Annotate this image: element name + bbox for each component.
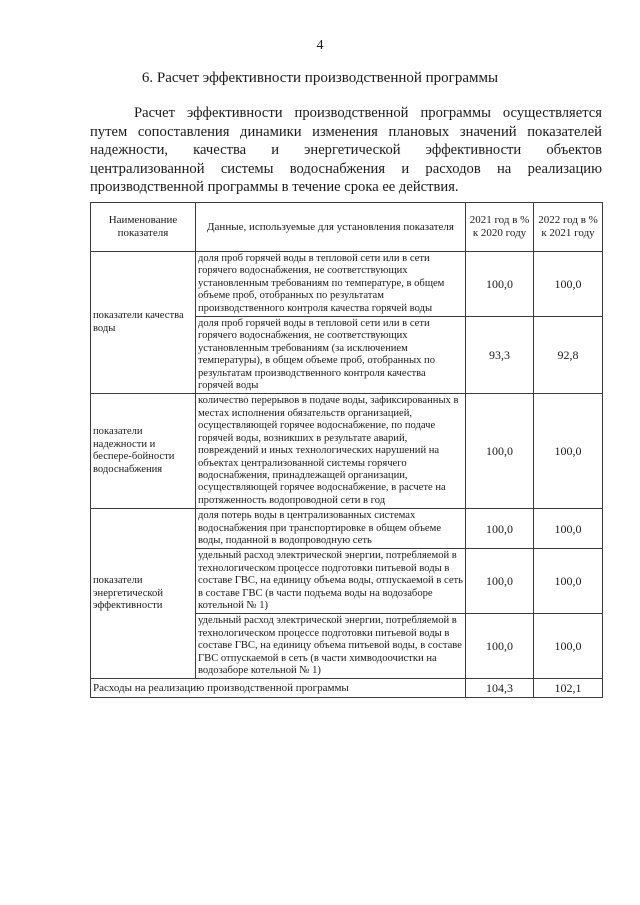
- header-indicator: Наименование показателя: [91, 203, 196, 252]
- row-data: удельный расход электрической энергии, потребляемой в технологическом процессе подготовки питьевой воды в составе ГВС, на единицу объема воды, отпускаемой в сеть в составе ГВС (в части подъема воды на водозаборе котельной № 1): [196, 549, 466, 614]
- group-name: показатели энергетической эффективности: [91, 509, 196, 679]
- intro-paragraph: Расчет эффективности производственной программы осуществляется путем сопоставления динамики изменения плановых значений показателей надежности, качества и энергетической эффективности объектов централизованной системы водоснабжения и расходов на реализацию производственной программы в течение срока ее действия.: [90, 105, 602, 195]
- row-data: удельный расход электрической энергии, потребляемой в технологическом процессе подготовки питьевой воды в составе ГВС, на единицу объема питьевой воды, в составе ГВС отпускаемой в сеть (в части химводоочистки на водозаборе котельной № 1): [196, 614, 466, 679]
- row-2021: 100,0: [466, 394, 534, 509]
- header-2022: 2022 год в % к 2021 году: [534, 203, 603, 252]
- row-2022: 100,0: [534, 614, 603, 679]
- header-2021: 2021 год в % к 2020 году: [466, 203, 534, 252]
- efficiency-table: [90, 202, 603, 698]
- section-title: 6. Расчет эффективности производственной программы: [141, 70, 499, 86]
- row-2022: 100,0: [534, 509, 603, 549]
- table-row: [91, 394, 603, 509]
- row-2021: 93,3: [466, 317, 534, 394]
- table-row: [91, 252, 603, 317]
- header-data: Данные, используемые для установления показателя: [196, 203, 466, 252]
- page-number: 4: [316, 38, 324, 53]
- expenses-row: [91, 679, 603, 698]
- row-data: доля проб горячей воды в тепловой сети или в сети горячего водоснабжения, не соответствующих установленным требованиям по температуре, в общем объеме проб, отобранных по результатам производственного контроля качества горячей воды: [196, 252, 466, 317]
- table-row: [91, 509, 603, 549]
- group-name: показатели надежности и беспере-бойности водоснабжения: [91, 394, 196, 509]
- group-name: показатели качества воды: [91, 252, 196, 394]
- expenses-2022: 102,1: [534, 679, 603, 698]
- row-2021: 100,0: [466, 549, 534, 614]
- row-2022: 92,8: [534, 317, 603, 394]
- table-header-row: [91, 203, 603, 252]
- row-2021: 100,0: [466, 614, 534, 679]
- row-2022: 100,0: [534, 549, 603, 614]
- row-2022: 100,0: [534, 394, 603, 509]
- expenses-2021: 104,3: [466, 679, 534, 698]
- row-data: доля проб горячей воды в тепловой сети или в сети горячего водоснабжения, не соответствующих установленным требованиям (за исключением температуры), в общем объеме проб, отобранных по результатам производственного контроля качества горячей воды: [196, 317, 466, 394]
- row-2021: 100,0: [466, 509, 534, 549]
- row-data: доля потерь воды в централизованных системах водоснабжения при транспортировке в общем объеме воды, поданной в водопроводную сеть: [196, 509, 466, 549]
- row-2021: 100,0: [466, 252, 534, 317]
- row-data: количество перерывов в подаче воды, зафиксированных в местах исполнения обязательств организацией, осуществляющей горячее водоснабжение, по подаче горячей воды, возникших в результате аварий, повреждений и иных технологических нарушений на объектах централизованной системы горячего водоснабжения, принадлежащей организации, осуществляющей горячее водоснабжение, в расчете на протяженность водопроводной сети в год: [196, 394, 466, 509]
- expenses-label: Расходы на реализацию производственной программы: [91, 679, 466, 698]
- row-2022: 100,0: [534, 252, 603, 317]
